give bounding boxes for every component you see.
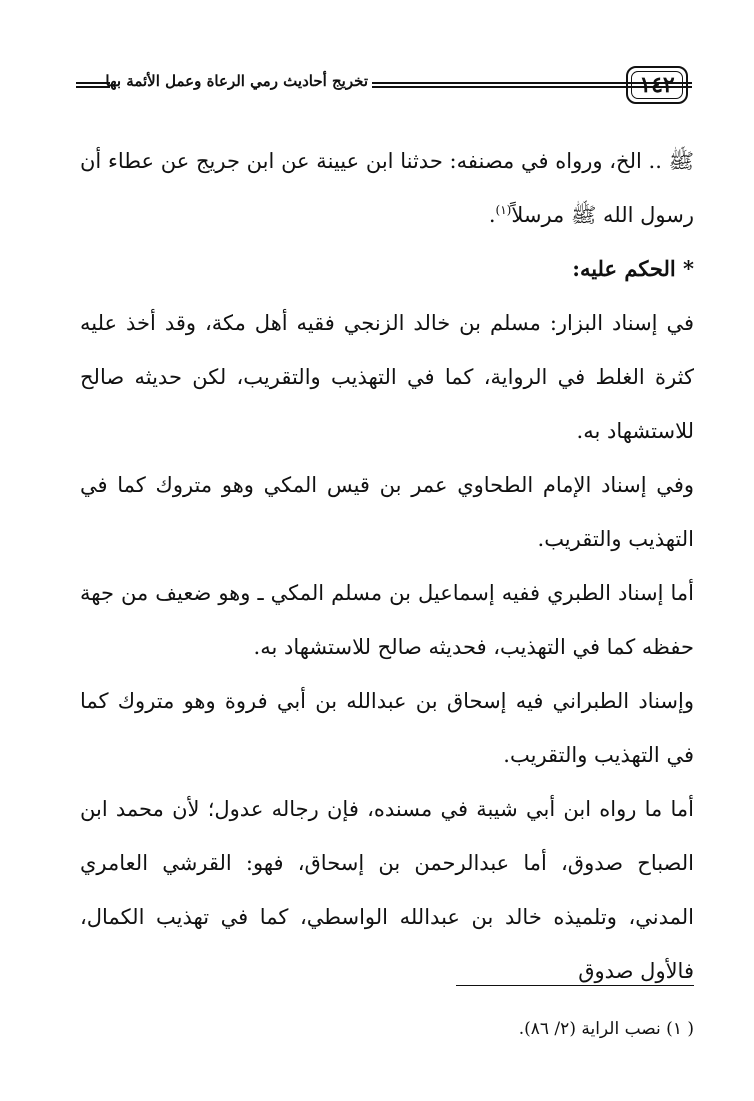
paragraph-2: في إسناد البزار: مسلم بن خالد الزنجي فقيه أهل مكة، وقد أخذ عليه كثرة الغلط في الرواية، كما في التهذيب والتقريب، لكن حديثه صالح للاستشهاد به. [80,311,694,443]
page-number: ١٤٢ [626,66,688,104]
paragraph-1 [80,134,694,242]
footnote-separator [456,985,694,986]
paragraph-1-line-2: أن رسول الله ﷺ مرسلاً [80,149,694,227]
page-body [80,134,694,998]
page-header [76,66,696,106]
footnote: ( ١) نصب الراية (٢/ ٨٦). [518,1019,694,1039]
paragraph-4: أما إسناد الطبري ففيه إسماعيل بن مسلم المكي ـ وهو ضعيف من جهة حفظه كما في التهذيب، فحديثه صالح للاستشهاد به. [80,581,694,659]
section-heading: * الحكم عليه: [572,256,694,281]
paragraph-5: وإسناد الطبراني فيه إسحاق بن عبدالله بن أبي فروة وهو متروك كما في التهذيب والتقريب. [80,689,694,767]
paragraph-6: أما ما رواه ابن أبي شيبة في مسنده، فإن رجاله عدول؛ لأن محمد ابن الصباح صدوق، أما عبدالرحمن بن إسحاق، فهو: القرشي العامري المدني، وتلميذه خالد بن عبدالله الواسطي، كما في تهذيب الكمال، فالأول صدوق [80,797,694,983]
running-title: تخريج أحاديث رمي الرعاة وعمل الأئمة بها [105,72,368,90]
paragraph-3: وفي إسناد الإمام الطحاوي عمر بن قيس المكي وهو متروك كما في التهذيب والتقريب. [80,473,694,551]
footnote-reference[interactable]: (١) [495,203,512,217]
paragraph-1-line-1: ﷺ .. الخ، ورواه في مصنفه: حدثنا ابن عيينة عن ابن جريج عن عطاء [108,149,694,173]
paragraph-1-end: . [488,203,496,227]
